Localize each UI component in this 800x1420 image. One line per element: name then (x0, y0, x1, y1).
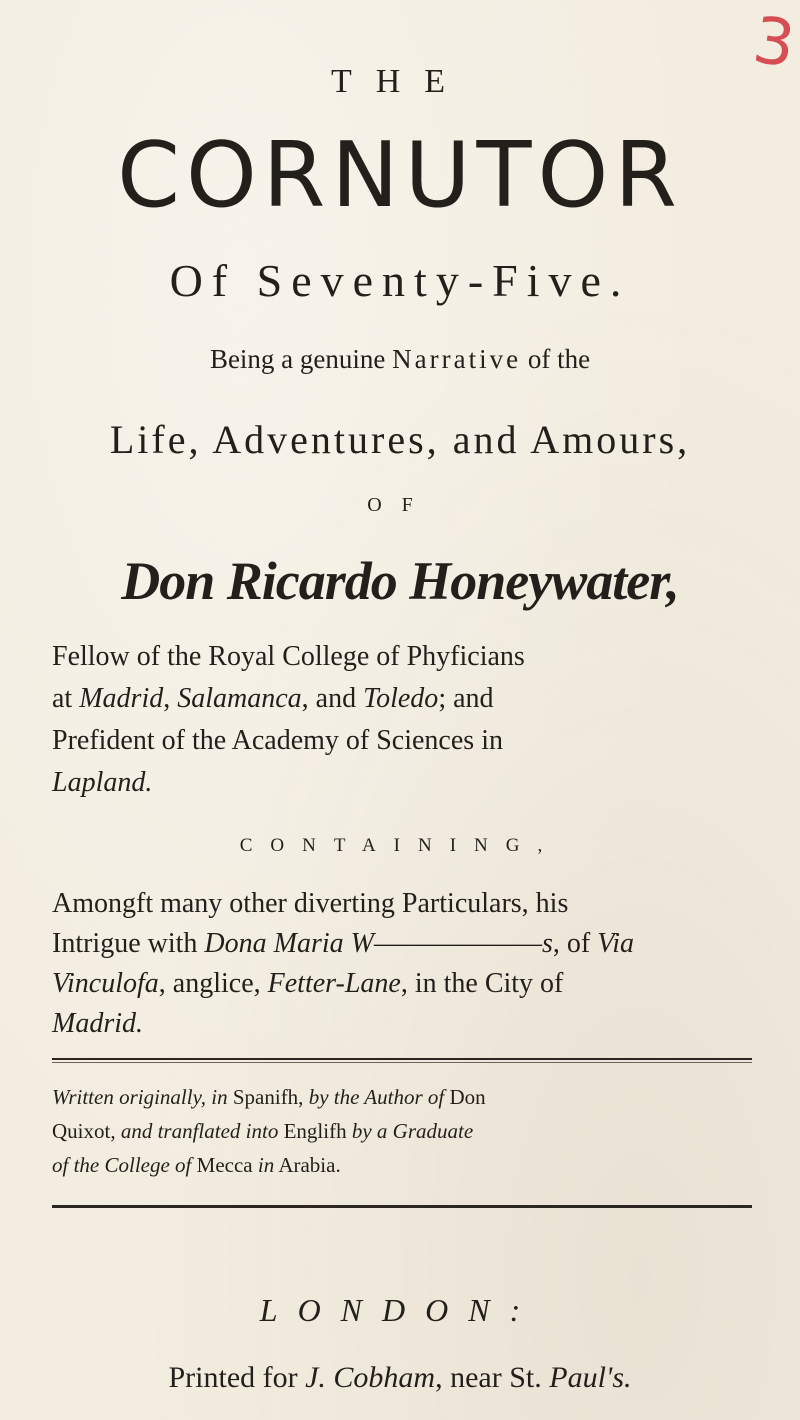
contents-of: , of (552, 928, 591, 959)
divider-rule-bottom (52, 1205, 752, 1208)
containing-heading: CONTAINING, (239, 835, 561, 856)
fellow-at: at (52, 683, 73, 714)
fellow-line-2 (52, 678, 494, 720)
contents-line-3 (52, 964, 563, 1004)
divider-rule-top (52, 1058, 752, 1060)
written-college: of the College of (52, 1153, 192, 1177)
place-toledo: Toledo (363, 683, 439, 714)
title-of: Of (169, 255, 237, 306)
contents-anglice: , anglice, (158, 968, 261, 999)
written-line-1 (52, 1080, 486, 1114)
title-subtitle: Seventy-Five. (256, 255, 631, 306)
fellow-sep: , (163, 683, 171, 714)
place-madrid-2: Madrid. (52, 1008, 143, 1039)
of-connector: OF (367, 494, 433, 516)
handwritten-page-number: 3 (748, 3, 800, 83)
place-madrid: Madrid (79, 683, 164, 714)
place-mecca: Mecca (196, 1153, 253, 1177)
written-originally: Written originally (52, 1085, 201, 1109)
fellow-and: , and (301, 683, 357, 714)
written-translated: and tranflated into (120, 1119, 279, 1143)
imprint-city: LONDON: (259, 1292, 541, 1328)
fellow-line-1: Fellow of the Royal College of Phyficians (52, 641, 525, 672)
title-subtitle-line (0, 252, 800, 310)
life-word: Life, (109, 417, 202, 462)
amours-word: Amours, (530, 417, 691, 462)
place-lapland: Lapland. (52, 767, 153, 798)
work-quixot: Quixot, (52, 1119, 116, 1143)
and-word: and (452, 417, 520, 462)
intro-of-the: of the (527, 344, 591, 374)
adventures-word: Adventures, (212, 417, 440, 462)
place-fetter-lane: Fetter-Lane (267, 968, 401, 999)
place-vinculosa: Vinculofa (52, 968, 159, 999)
contents-city: , in the City of (400, 968, 564, 999)
contents-intrigue: Intrigue with (52, 928, 198, 959)
intro-line (0, 342, 800, 376)
imprint-printed-for: Printed for (168, 1361, 298, 1394)
imprint-line (0, 1358, 800, 1398)
imprint-printer: J. Cobham (305, 1361, 436, 1394)
lang-english: Englifh (283, 1119, 347, 1143)
contents-line-2 (52, 924, 634, 964)
title-the: THE (330, 63, 470, 100)
written-in-2: in (257, 1153, 275, 1177)
contents-line-1: Amongft many other diverting Particulars, his (52, 888, 569, 919)
intro-being: Being a genuine (209, 344, 386, 374)
work-don: Don (449, 1085, 486, 1109)
written-by-graduate: by a Graduate (351, 1119, 474, 1143)
fellow-line-4 (52, 762, 152, 804)
fellow-tail: ; and (438, 683, 494, 714)
written-by-author: by the Author of (308, 1085, 445, 1109)
written-in: , in (200, 1085, 228, 1109)
imprint-near: near St. (450, 1361, 542, 1394)
protagonist-name: Don Ricardo Honeywater, (121, 551, 679, 611)
divider-rule-top-thin (52, 1062, 752, 1063)
place-arabia: Arabia. (278, 1153, 341, 1177)
place-via: Via (597, 928, 635, 959)
imprint-pauls: Paul's. (549, 1361, 632, 1394)
name-dash: —————— (373, 928, 542, 959)
imprint-comma: , (435, 1361, 443, 1394)
place-salamanca: Salamanca (177, 683, 302, 714)
life-line (0, 416, 800, 464)
intro-narrative: Narrative (392, 344, 522, 374)
name-dona-maria: Dona Maria W (204, 928, 374, 959)
contents-line-4 (52, 1004, 143, 1044)
fellow-line-3: Prefident of the Academy of Sciences in (52, 725, 503, 756)
lang-spanish: Spanifh, (232, 1085, 304, 1109)
written-line-2 (52, 1114, 473, 1148)
name-s: s (541, 928, 553, 959)
written-line-3 (52, 1148, 341, 1182)
title-main: CORNUTOR (117, 123, 683, 228)
